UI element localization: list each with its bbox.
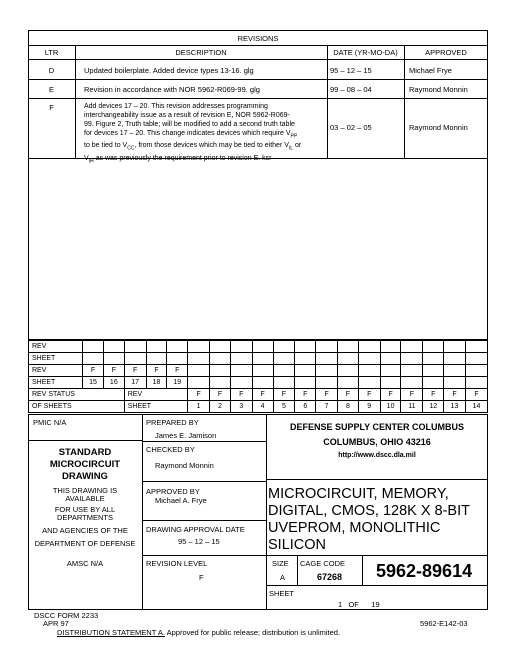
status-row-sheet-2: SHEET 15 16 17 18 19 xyxy=(29,377,488,389)
drawing-approval-date: 95 – 12 – 15 xyxy=(178,537,220,546)
status-row-rev-2: REV F F F F F xyxy=(29,365,488,377)
col-header-date: DATE (YR-MO-DA) xyxy=(333,48,398,57)
revisions-block xyxy=(28,30,488,340)
revision-level-label: REVISION LEVEL xyxy=(146,559,208,568)
prepared-by-name: James E. Jamison xyxy=(155,431,217,440)
rev-date-f: 03 – 02 – 05 xyxy=(330,123,372,132)
col-header-approved: APPROVED xyxy=(425,48,467,57)
sheet-label: SHEET xyxy=(269,589,295,598)
sheet-number: 1 OF 19 xyxy=(338,600,380,609)
rev-approved-f: Raymond Monnin xyxy=(409,123,468,132)
rev-date-d: 95 – 12 – 15 xyxy=(330,66,372,75)
rev-approved-e: Raymond Monnin xyxy=(409,85,468,94)
col-header-description: DESCRIPTION xyxy=(175,48,227,57)
drawing-title: MICROCIRCUIT, MEMORY, DIGITAL, CMOS, 128K X 8-BIT UVEPROM, MONOLITHIC SILICON xyxy=(268,486,470,553)
revision-level-value: F xyxy=(199,573,204,582)
cage-label: CAGE CODE xyxy=(300,559,346,568)
distribution-statement: DISTRIBUTION STATEMENT A. Approved for public release; distribution is unlimited. xyxy=(57,628,341,637)
dscc-line1: DEFENSE SUPPLY CENTER COLUMBUS xyxy=(289,422,465,432)
avail-line2: AVAILABLE xyxy=(65,494,105,503)
rev-desc-f: Add devices 17 – 20. This revision addresses programming interchangeability issue as a result of revision E, NOR 5962-R069- 99. Figure 2, Truth table; will be modified to add a second truth table for devices 17 – 20. This change indicates devices which require $V_{PP}$ to be tied to $V_{CC}$, from those devices which may be tied to either $V_{IL}$ or $V_{IH}$ as was previously the requirement prior to revision E. ksr xyxy=(84,103,302,165)
part-number: 5962-89614 xyxy=(376,561,473,581)
checked-by-name: Raymond Monnin xyxy=(155,461,214,470)
checked-by-label: CHECKED BY xyxy=(146,445,195,454)
approved-by-label: APPROVED BY xyxy=(146,487,200,496)
amsc-label: AMSC N/A xyxy=(66,559,104,568)
pmic-label: PMIC N/A xyxy=(33,418,67,427)
rev-ltr-f: F xyxy=(49,103,54,112)
std-line3: DRAWING xyxy=(62,471,108,482)
rev-desc-d: Updated boilerplate. Added device types 13-16. glg xyxy=(84,66,254,75)
status-row-rev-status: REV STATUS REV F F F F F F F F F F F F F F xyxy=(29,389,488,401)
rev-ltr-e: E xyxy=(48,85,54,94)
rev-ltr-d: D xyxy=(48,66,55,75)
rev-status-grid xyxy=(28,340,488,413)
rev-approved-d: Michael Frye xyxy=(409,66,452,75)
drawing-approval-label: DRAWING APPROVAL DATE xyxy=(146,525,245,534)
status-row-of-sheets: OF SHEETS SHEET 1 2 3 4 5 6 7 8 9 10 11 12 13 14 xyxy=(29,401,488,413)
status-row-sheet-1: SHEET xyxy=(29,353,488,365)
revisions-title: REVISIONS xyxy=(237,34,279,43)
approved-by-name: Michael A. Frye xyxy=(155,496,207,505)
col-header-ltr: LTR xyxy=(44,48,59,57)
avail-line1: THIS DRAWING IS xyxy=(52,486,118,495)
form-date: APR 97 xyxy=(43,619,69,628)
size-label: SIZE xyxy=(272,559,289,568)
status-row-rev-1: REV xyxy=(29,341,488,353)
prepared-by-label: PREPARED BY xyxy=(146,418,199,427)
agencies-line1: AND AGENCIES OF THE xyxy=(42,526,128,535)
rev-date-e: 99 – 08 – 04 xyxy=(330,85,372,94)
std-line1: STANDARD xyxy=(58,447,112,458)
size-value: A xyxy=(280,573,286,582)
cage-value: 67268 xyxy=(317,572,343,582)
doc-id: 5962-E142-03 xyxy=(420,619,468,628)
agencies-line2: DEPARTMENT OF DEFENSE xyxy=(34,539,136,548)
avail-line4: DEPARTMENTS xyxy=(57,513,113,522)
dscc-line2: COLUMBUS, OHIO 43216 xyxy=(323,437,431,447)
dscc-url[interactable]: http://www.dscc.dla.mil xyxy=(338,452,416,459)
form-number: DSCC FORM 2233 xyxy=(34,611,99,620)
std-line2: MICROCIRCUIT xyxy=(49,459,121,470)
rev-desc-e: Revision in accordance with NOR 5962-R069-99. glg xyxy=(84,85,260,94)
avail-line3: FOR USE BY ALL xyxy=(54,505,116,514)
